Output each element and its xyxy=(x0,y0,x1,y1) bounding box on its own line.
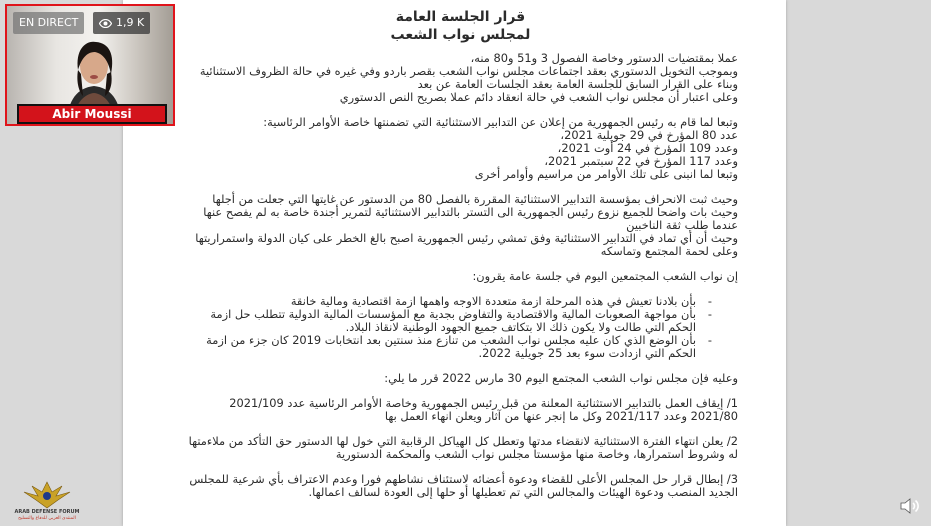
view-count-badge xyxy=(93,12,150,34)
logo-caption-en: ARAB DEFENSE FORUM xyxy=(14,509,80,515)
measures-line: عدد 80 المؤرخ في 29 جويلية 2021، xyxy=(560,128,738,142)
webcam-overlay xyxy=(5,4,175,126)
preamble-line: وعلى اعتبار أن مجلس نواب الشعب في حالة انعقاد دائم عملا بصريح النص الدستوري xyxy=(339,90,738,104)
decision-intro: وعليه فإن مجلس نواب الشعب المجتمع اليوم 30 مارس 2022 قرر ما يلي: xyxy=(384,371,738,385)
conclusions-list xyxy=(183,295,716,360)
live-badge: EN DIRECT xyxy=(13,12,84,34)
document-title-line-1: قرار الجلسة العامة xyxy=(395,9,526,25)
preamble-line: عملا بمقتضيات الدستور وخاصة الفصول 3 و51 و80 منه، xyxy=(470,51,738,65)
consideration-line: وحيث أن أي تماد في التدابير الاستثنائية وفق تمشي رئيس الجمهورية اصبح بالغ الخطر على كيان الدولة واستمراريتها وعلى لحمة المجتمع وتماسكه xyxy=(195,231,738,258)
measures-line: وعدد 109 المؤرخ في 24 أوت 2021، xyxy=(557,141,738,155)
preamble-line: وبموجب التخويل الدستوري بعقد اجتماعات مجلس نواب الشعب بقصر باردو وفي غيره في حالة الظروف الاستثنائية xyxy=(199,64,738,78)
list-item: - بأن مواجهة الصعوبات المالية والاقتصادية والتفاوض بجدية مع المؤسسات المالية الدولية تتطلب حل ازمة الحكم التي طالت ولا يكون ذلك الا بتكاتف جميع الجهود الوطنية لانقاذ البلاد. xyxy=(183,308,716,334)
eagle-logo-icon xyxy=(4,478,90,510)
considerations-paragraph xyxy=(183,193,738,258)
decision-item: 1/ إيقاف العمل بالتدابير الاستثنائية المعلنة من قبل رئيس الجمهورية وخاصة الأوامر الرئاسية عدد 2021/109 2021/80 وعدد 2021/117 وكل ما إنجر عنها من آثار ويعلن انهاء العمل بها xyxy=(229,396,738,423)
measures-paragraph xyxy=(183,116,738,181)
list-item: - بأن الوضع الذي كان عليه مجلس نواب الشعب من تنازع منذ سنتين بعد انتخابات 2019 كان جزء من ازمة الحكم التي ازدادت سوء بعد 25 جويلية 2022. xyxy=(183,334,716,360)
decision-item: 3/ إبطال قرار حل المجلس الأعلى للقضاء ودعوة أعضائه لاستئناف نشاطهم فورا وعدم الاعتراف بأي شرعية للمجلس الجديد المنصب ودعوة الهيئات والمجالس التي تم تعطيلها أو حلها إلى العودة لسالف اعمالها. xyxy=(189,472,738,499)
conclusions-intro: إن نواب الشعب المجتمعين اليوم في جلسة عامة يقرون: xyxy=(472,269,738,283)
preamble-line: وبناء على القرار السابق للجلسة العامة بعقد الجلسات العامة عن بعد xyxy=(417,77,738,91)
document-title xyxy=(183,8,738,44)
document-body xyxy=(183,8,738,511)
list-item: - بأن بلادنا تعيش في هذه المرحلة ازمة متعددة الاوجه واهمها ازمة اقتصادية ومالية خانقة xyxy=(183,295,716,308)
logo-caption-ar: المنتدى العربي للدفاع والتسليح xyxy=(18,516,76,521)
measures-line: وتبعا لما انبنى على تلك الأوامر من مراسيم وأوامر أخرى xyxy=(474,167,738,181)
shared-document-page xyxy=(123,0,786,526)
consideration-line: وحيث بات واضحا للجميع نزوع رئيس الجمهورية الى التستر بالتدابير الاستثنائية لتمرير أجندة خاصة به لم يفصح عنها عندما طلب ثقة الناخبين xyxy=(203,205,738,232)
measures-line: وتبعا لما قام به رئيس الجمهورية من إعلان عن التدابير الاستثنائية التي تضمنتها خاصة الأوامر الرئاسية: xyxy=(263,115,738,129)
preamble-paragraph xyxy=(183,52,738,104)
decision-item: 2/ يعلن انتهاء الفترة الاستثنائية لانقضاء مدتها وتعطل كل الهياكل الرقابية التي خول لها الدستور حق التأكد من ملاءمتها له وشروط استمرارها، وخاصة منها مؤسستا مجلس نواب الشعب والمحكمة الدستورية xyxy=(188,434,738,461)
volume-button[interactable] xyxy=(896,494,924,518)
consideration-line: وحيث ثبت الانحراف بمؤسسة التدابير الاستثنائية المقررة بالفصل 80 من الدستور عن غايتها التي جعلت من أجلها xyxy=(212,192,738,206)
document-title-line-2: لمجلس نواب الشعب xyxy=(390,27,531,43)
eye-icon xyxy=(99,19,112,28)
view-count: 1,9 K xyxy=(116,16,145,29)
speaker-name-tag: Abir Moussi xyxy=(17,104,167,124)
arab-defense-forum-logo xyxy=(4,478,90,524)
speaker-volume-icon xyxy=(899,497,921,515)
measures-line: وعدد 117 المؤرخ في 22 سبتمبر 2021، xyxy=(544,154,738,168)
